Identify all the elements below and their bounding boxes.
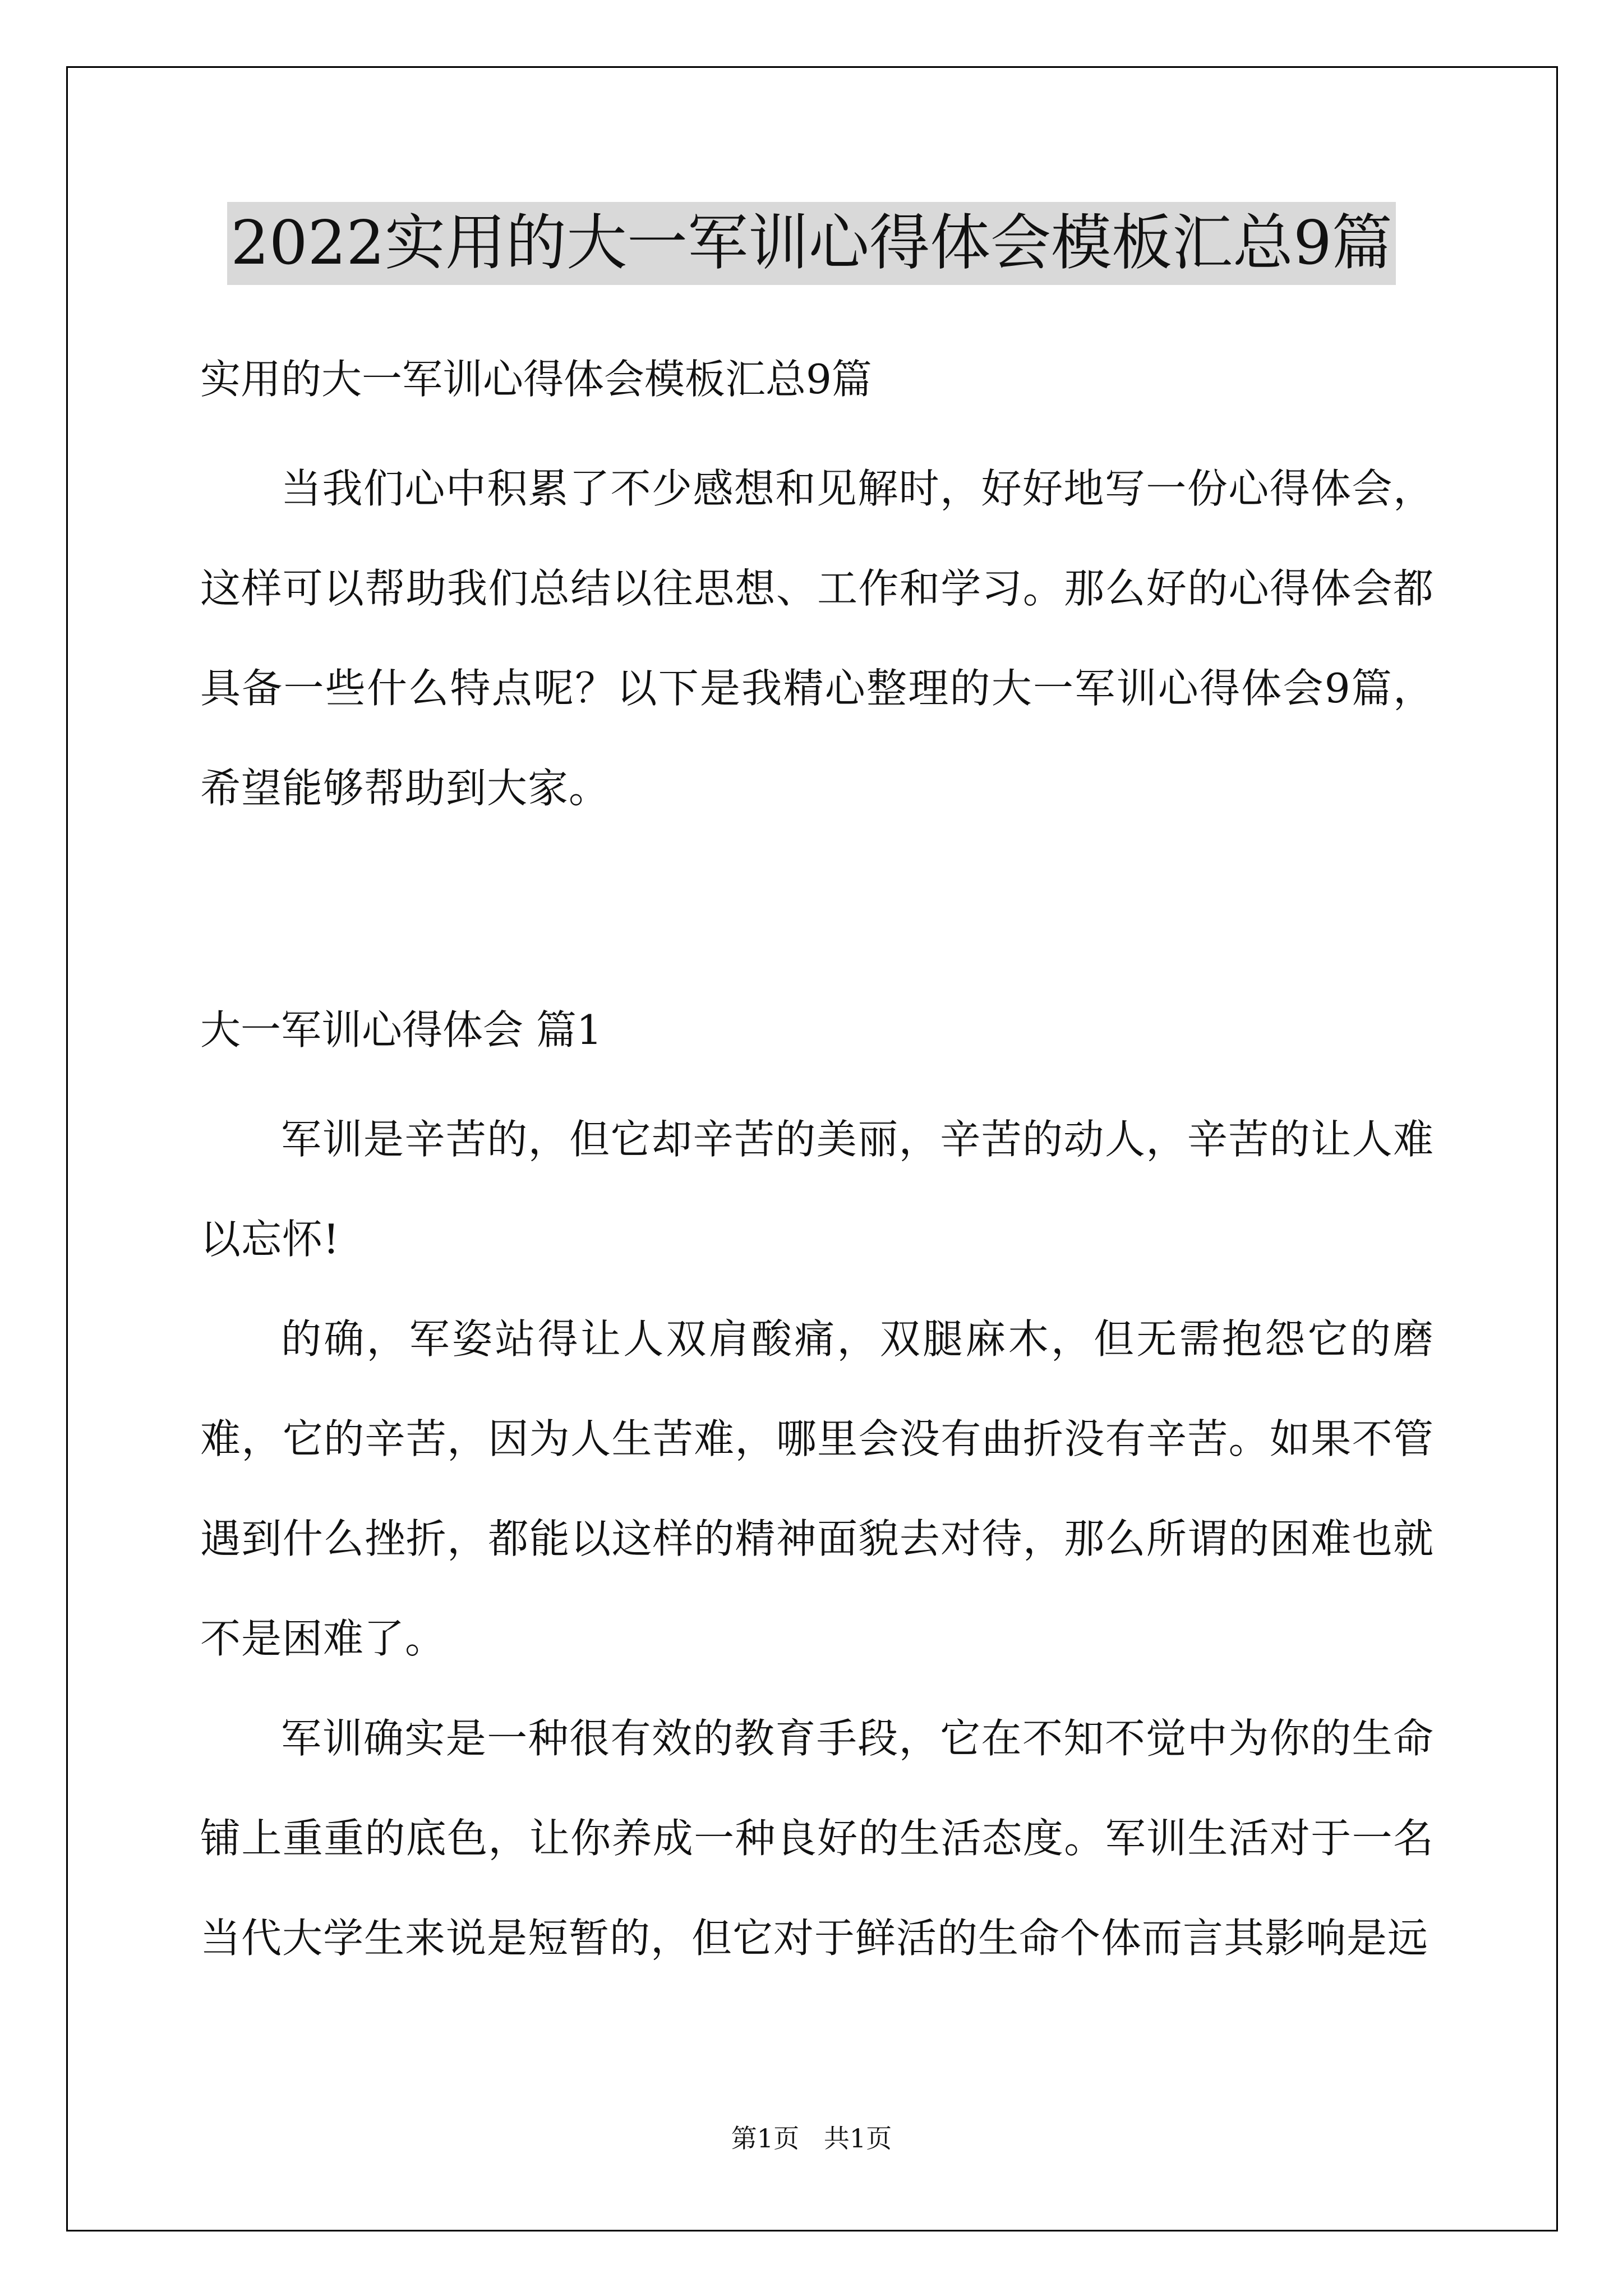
document-title: 2022实用的大一军训心得体会模板汇总9篇 xyxy=(227,202,1396,285)
document-subtitle: 实用的大一军训心得体会模板汇总9篇 xyxy=(200,356,872,403)
title-container xyxy=(0,202,1623,285)
body-paragraph-3: 军训确实是一种很有效的教育手段，它在不知不觉中为你的生命铺上重重的底色，让你养成一种良好的生活态度。军训生活对于一名当代大学生来说是短暂的，但它对于鲜活的生命个体而言其影响是远 xyxy=(200,1715,1434,1962)
body-paragraph-1: 军训是辛苦的，但它却辛苦的美丽，辛苦的动人，辛苦的让人难以忘怀! xyxy=(200,1116,1434,1263)
section-heading: 大一军训心得体会 篇1 xyxy=(200,1006,602,1053)
intro-paragraph: 当我们心中积累了不少感想和见解时，好好地写一份心得体会，这样可以帮助我们总结以往思想、工作和学习。那么好的心得体会都具备一些什么特点呢？以下是我精心整理的大一军训心得体会9篇，希望能够帮助到大家。 xyxy=(200,465,1434,812)
body-paragraph-2: 的确，军姿站得让人双肩酸痛，双腿麻木，但无需抱怨它的磨难，它的辛苦，因为人生苦难，哪里会没有曲折没有辛苦。如果不管遇到什么挫折，都能以这样的精神面貌去对待，那么所谓的困难也就不是困难了。 xyxy=(200,1315,1434,1662)
page-footer: 第1页 共1页 xyxy=(731,2123,892,2154)
